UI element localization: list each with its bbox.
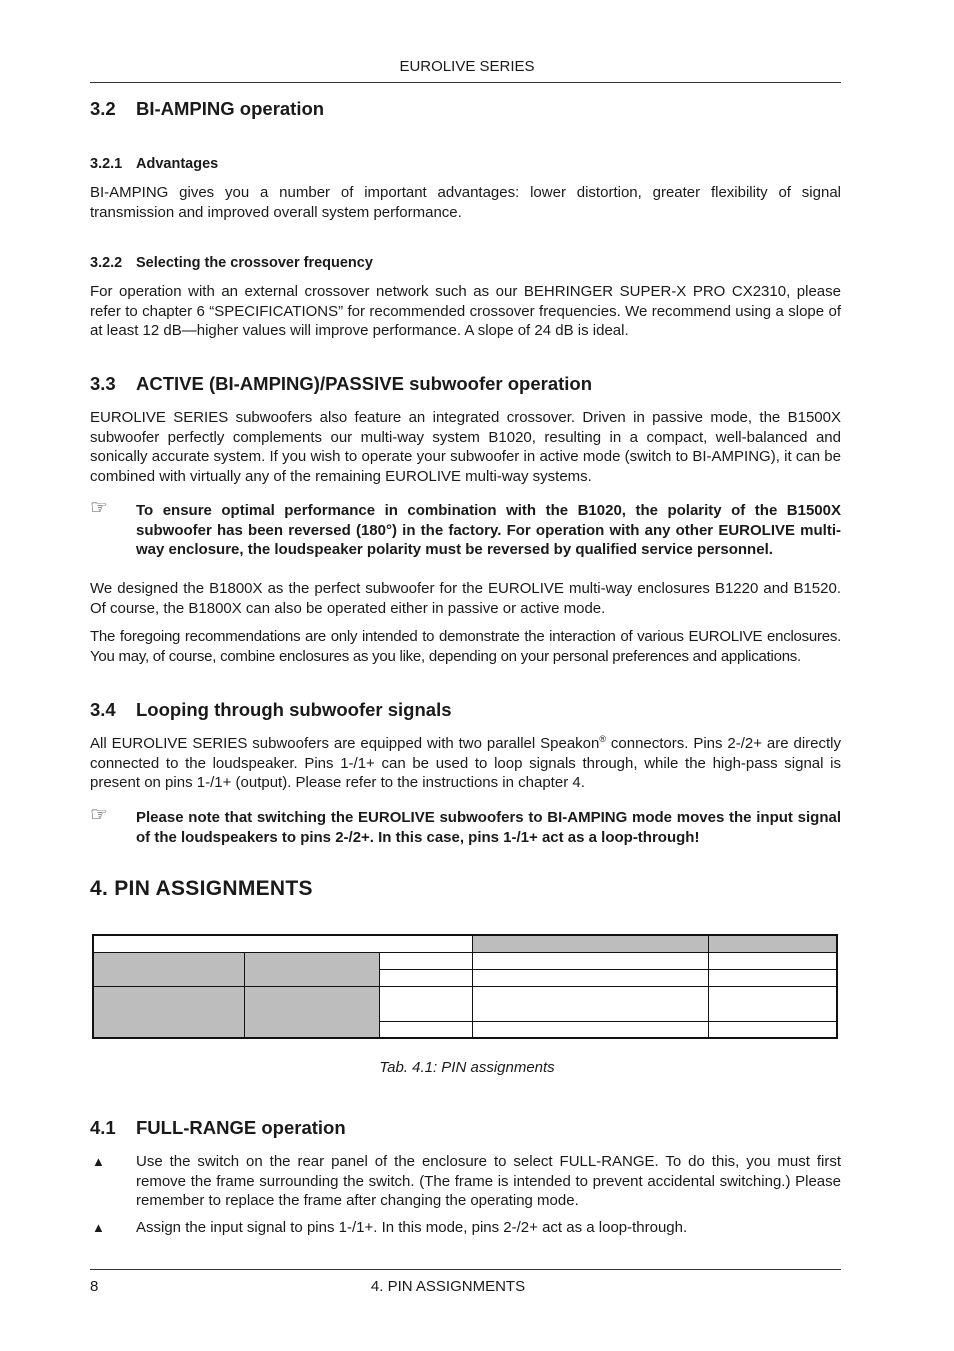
section-number: 3.3 <box>90 373 116 394</box>
section-title: Selecting the crossover frequency <box>136 255 373 271</box>
section-number: 3.2 <box>90 98 116 119</box>
table-cell <box>93 935 472 952</box>
table-row <box>93 935 837 952</box>
pointing-hand-icon: ☞ <box>90 804 108 826</box>
section-number: 3.2.1 <box>90 156 123 172</box>
table-cell <box>708 1021 837 1038</box>
footer-chapter-title: 4. PIN ASSIGNMENTS <box>370 1278 526 1295</box>
table-cell <box>244 986 379 1038</box>
table-cell <box>379 986 472 1021</box>
chapter-4-heading: 4. PIN ASSIGNMENTS <box>90 877 313 900</box>
header-rule <box>90 82 841 83</box>
section-number: 4.1 <box>90 1117 116 1138</box>
list-item: Assign the input signal to pins 1-/1+. In this mode, pins 2-/2+ act as a loop-through. <box>136 1219 688 1236</box>
list-item: Use the switch on the rear panel of the enclosure to select FULL-RANGE. To do this, you must first remove the frame surrounding the switch. (The frame is intended to prevent accidental switching.) Please remember to replace the frame after changing the operating mode. <box>136 1153 841 1210</box>
page-number: 8 <box>90 1278 99 1295</box>
table-cell <box>93 952 244 986</box>
section-title: BI-AMPING operation <box>136 98 325 119</box>
pointing-hand-icon: ☞ <box>90 497 108 519</box>
triangle-bullet-icon: ▲ <box>92 1220 105 1235</box>
table-row <box>93 986 837 1021</box>
table-cell <box>379 1021 472 1038</box>
table-cell <box>379 969 472 986</box>
b1800x-paragraph: We designed the B1800X as the perfect subwoofer for the EUROLIVE multi-way enclosures B1220 and B1520. Of course, the B1800X can also be operated either in passive or active mode. <box>90 580 841 617</box>
triangle-bullet-icon: ▲ <box>92 1154 105 1169</box>
recommendations-paragraph: The foregoing recommendations are only intended to demonstrate the interaction of various EUROLIVE enclosures. You may, of course, combine enclosures as you like, depending on your personal preferences and applications. <box>90 628 841 665</box>
crossover-paragraph: For operation with an external crossover network such as our BEHRINGER SUPER-X PRO CX2310, please refer to chapter 6 “SPECIFICATIONS” for recommended crossover frequencies. We recommend using a slope of at least 12 dB—higher values will improve performance. A slope of 24 dB is ideal. <box>90 283 841 340</box>
section-3-3-heading <box>90 373 592 395</box>
looping-paragraph <box>90 734 841 793</box>
table-cell <box>472 1021 708 1038</box>
section-number: 3.4 <box>90 699 116 720</box>
section-4-1-heading <box>90 1117 346 1139</box>
table-cell <box>472 986 708 1021</box>
table-cell <box>708 935 837 952</box>
bi-amping-note: Please note that switching the EUROLIVE subwoofers to BI-AMPING mode moves the input signal of the loudspeakers to pins 2-/2+. In this case, pins 1-/1+ act as a loop-through! <box>136 809 841 846</box>
running-header: EUROLIVE SERIES <box>399 58 535 75</box>
section-3-2-2-heading <box>90 255 373 271</box>
table-cell <box>472 935 708 952</box>
table-cell <box>244 952 379 986</box>
section-3-2-heading <box>90 98 324 120</box>
registered-mark: ® <box>599 734 606 744</box>
looping-text-a: All EUROLIVE SERIES subwoofers are equipped with two parallel Speakon <box>90 735 600 752</box>
section-3-2-1-heading <box>90 156 218 172</box>
advantages-paragraph: BI-AMPING gives you a number of important advantages: lower distortion, greater flexibility of signal transmission and improved overall system performance. <box>90 184 841 221</box>
section-title: Looping through subwoofer signals <box>136 699 452 720</box>
footer-rule <box>90 1269 841 1270</box>
table-cell <box>379 952 472 969</box>
table-cell <box>708 952 837 969</box>
pin-assignment-table <box>92 934 838 1039</box>
looping-text-b: connectors. Pins 2-/2+ are directly connected to the loudspeaker. Pins 1-/1+ can be used to loop signals through, while the high-pass signal is present on pins 1-/1+ (output). Please refer to the instructions in chapter 4. <box>90 735 841 792</box>
section-3-4-heading <box>90 699 452 721</box>
table-caption: Tab. 4.1: PIN assignments <box>379 1059 555 1076</box>
section-title: Advantages <box>136 156 219 172</box>
table-row <box>93 952 837 969</box>
section-number: 3.2.2 <box>90 255 123 271</box>
section-title: FULL-RANGE operation <box>136 1117 346 1138</box>
polarity-note: To ensure optimal performance in combination with the B1020, the polarity of the B1500X subwoofer has been reversed (180°) in the factory. For operation with any other EUROLIVE multi-way enclosure, the loudspeaker polarity must be reversed by qualified service personnel. <box>136 502 841 559</box>
table-cell <box>708 969 837 986</box>
table-cell <box>93 986 244 1038</box>
active-passive-paragraph: EUROLIVE SERIES subwoofers also feature an integrated crossover. Driven in passive mode, the B1500X subwoofer perfectly complements our multi-way system B1020, resulting in a compact, well-balanced and sonically accurate system. If you wish to operate your subwoofer in active mode (switch to BI-AMPING), it can be combined with virtually any of the remaining EUROLIVE multi-way systems. <box>90 409 841 485</box>
table-cell <box>708 986 837 1021</box>
table-cell <box>472 952 708 969</box>
section-title: ACTIVE (BI-AMPING)/PASSIVE subwoofer operation <box>136 373 593 394</box>
table-cell <box>472 969 708 986</box>
